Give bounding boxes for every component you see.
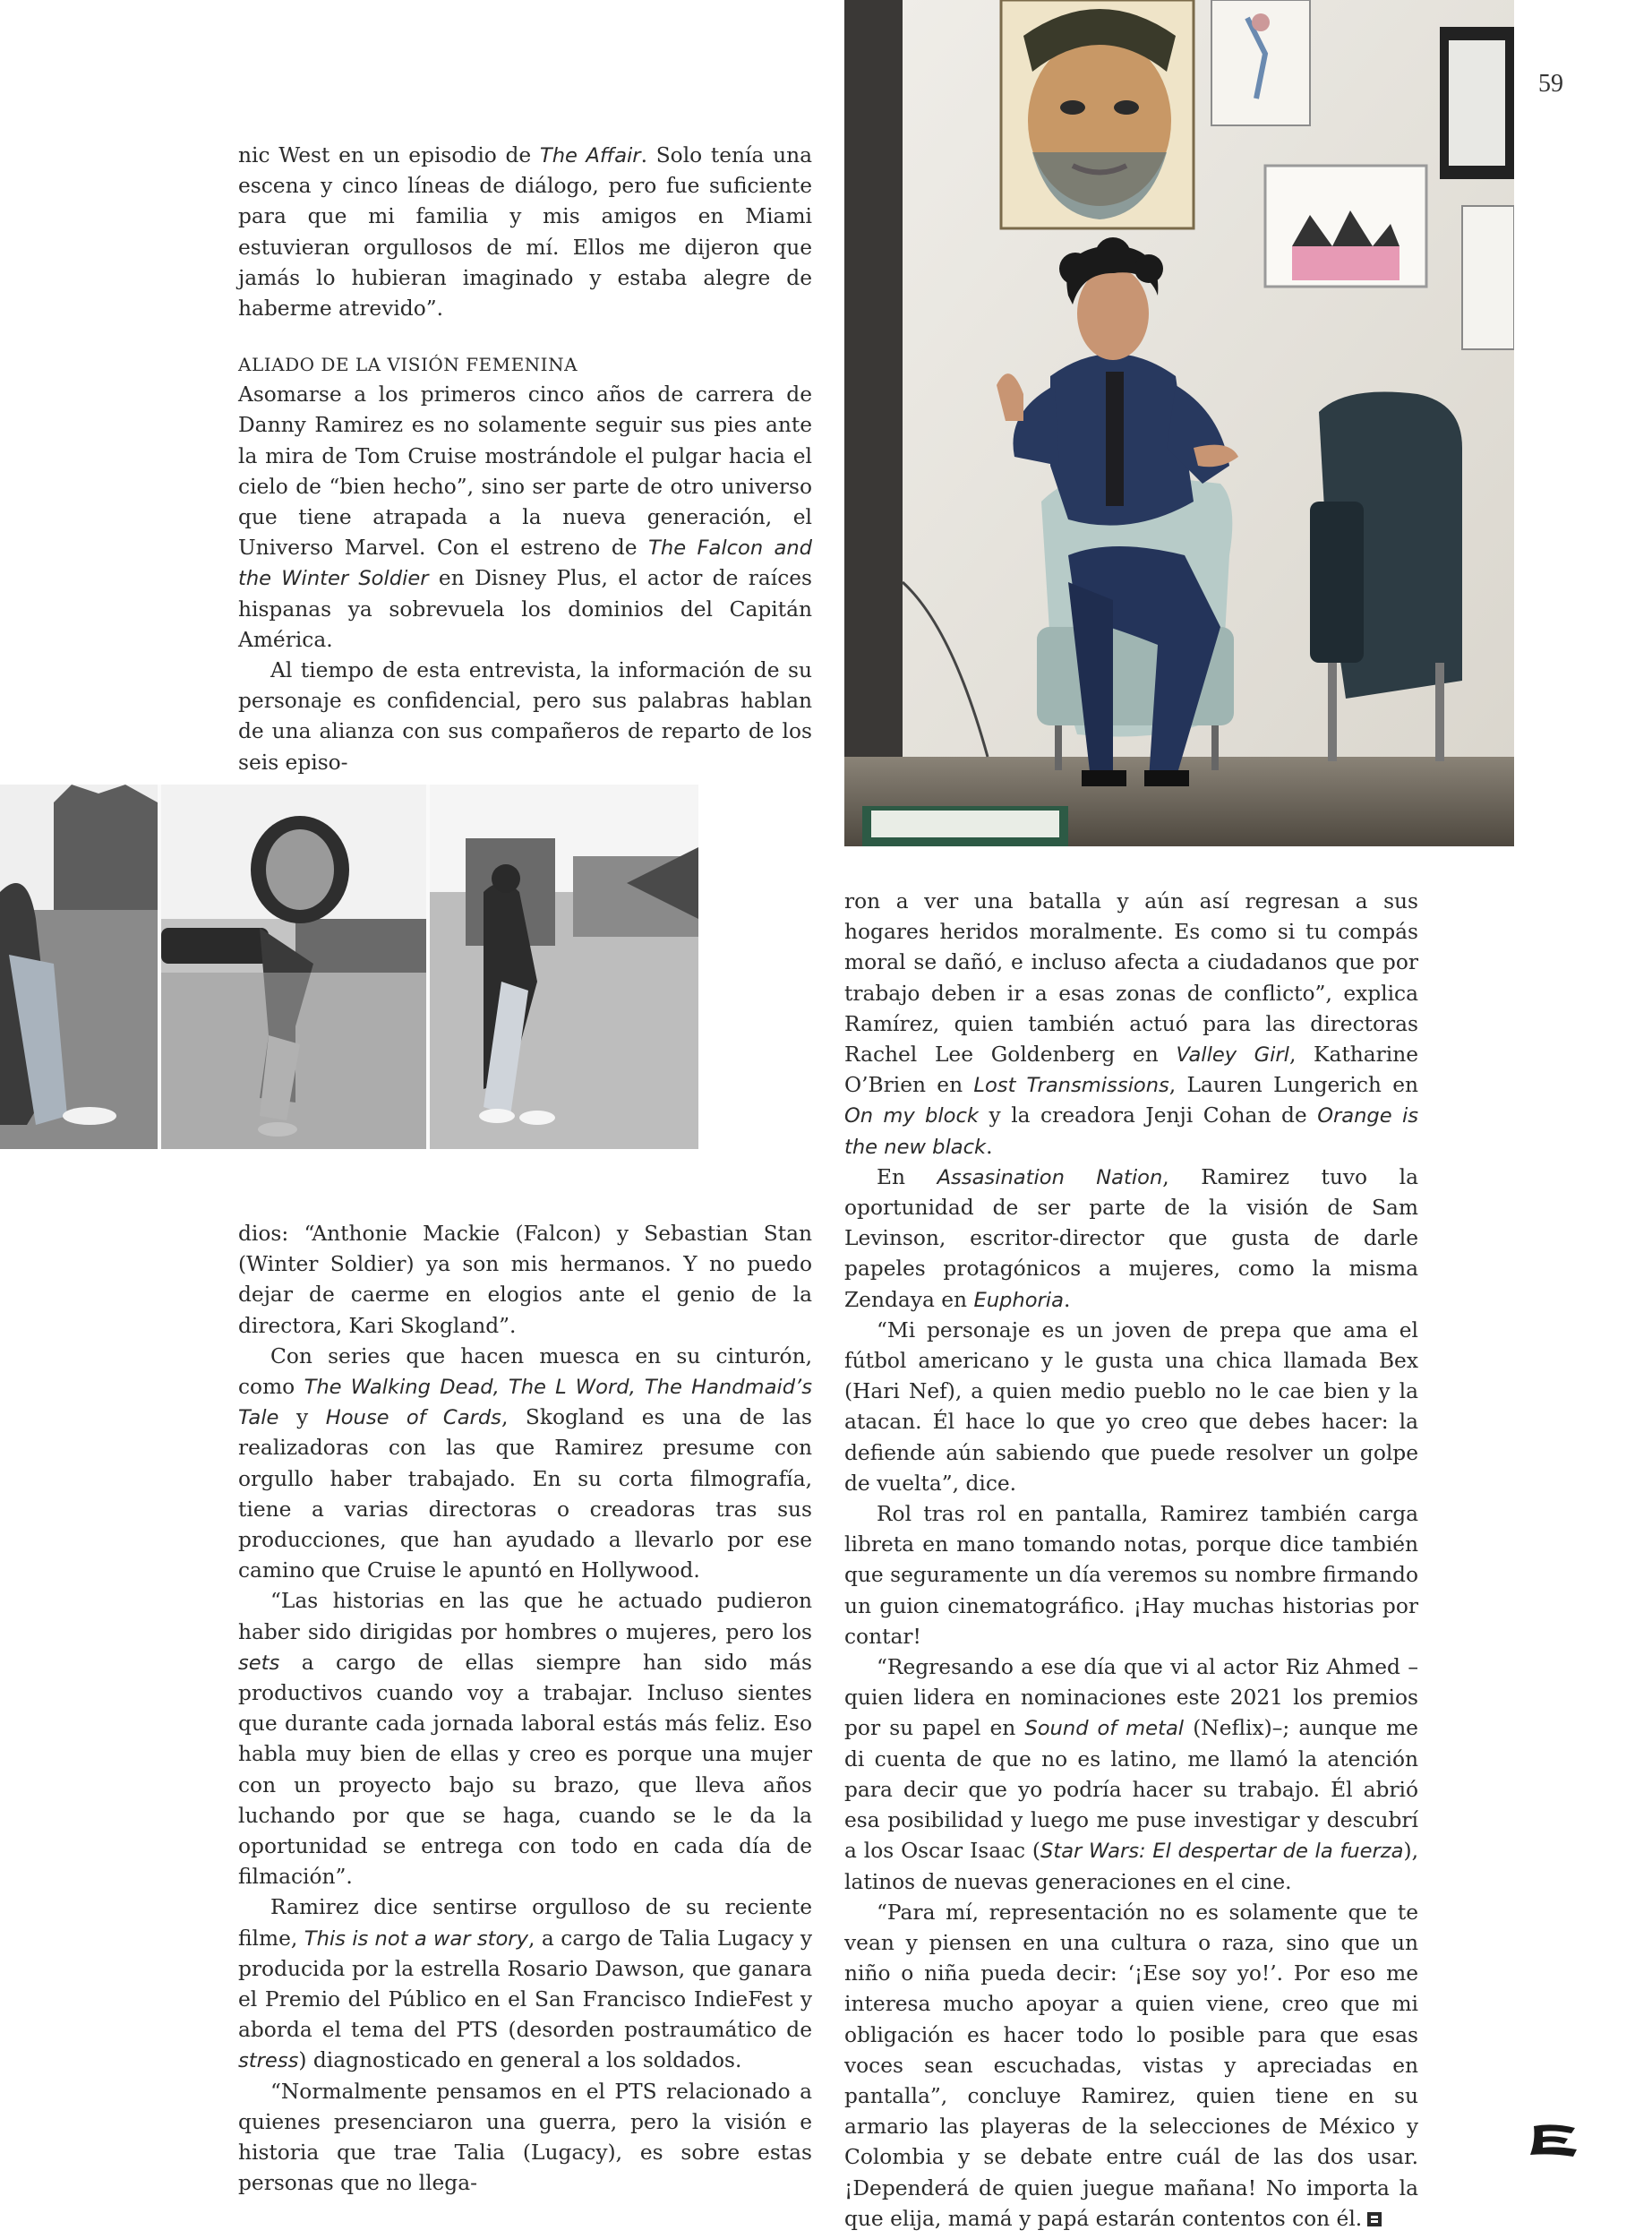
text: nic West en un episodio de [238,143,540,167]
end-of-article-icon [1367,2212,1382,2226]
paragraph [844,1162,1418,1316]
text: , a cargo de Talia Lugacy y producida por la estrella Rosario Dawson, que ganara el Premio del Público en el San Francisco IndieFest y aborda el tema del PTS (desorden postraumático de [238,1926,813,2043]
column-a [238,141,812,778]
portrait-photo [844,0,1514,846]
paragraph: Rol tras rol en pantalla, Ramirez también carga libreta en mano tomando notas, porque dice también que seguramente un día veremos su nombre firmando un guion cinematográfico. ¡Hay muchas historias por contar! [844,1502,1418,1649]
paragraph [844,1898,1418,2235]
title-emphasis: This is not a war story [304,1926,528,1951]
text: “Las historias en las que he actuado pudieron haber sido dirigidas por hombres o mujeres, pero los [238,1589,812,1644]
text: Ramirez dice sentirse orgulloso de su reciente filme, [238,1895,812,1951]
term-emphasis: sets [238,1651,280,1675]
photo-strip-illustration [0,785,698,1149]
text: , Katharine O’Brien en [844,1042,1418,1098]
title-emphasis: The Falcon and the Winter Soldier [238,536,813,591]
text: Con series que hacen muesca en su cinturón, como [238,1343,812,1400]
page-number: 59 [1538,70,1563,98]
text: (Neflix)–; aunque me di cuenta de que no es latino, me llamó la atención para decir que yo podría hacer su trabajo. Él abrió esa posibilidad y luego me puse investigar y descubrí a los Oscar Isaac ( [844,1716,1418,1864]
column-c [844,887,1418,2235]
text: en Disney Plus, el actor de raíces hispanas ya sobrevuela los dominios del Capitán América. [238,566,813,652]
text: , Skogland es una de las realizadoras con las que Ramirez presume con orgullo haber trabajado. En su corta filmografía, tiene a varias directoras o creadoras tras sus producciones, que han ayudado a llevarlo por ese camino que Cruise le apuntó en Hollywood. [238,1405,812,1583]
title-emphasis: The Walking Dead, The L Word, The Handmaid’s Tale [238,1376,812,1430]
text: y la creadora Jenji Cohan de [979,1103,1318,1128]
paragraph [238,380,812,656]
column-b [238,1219,812,2200]
text: a cargo de ellas siempre han sido más productivos cuando voy a trabajar. Incluso sientes que durante cada jornada laboral estás más feliz. Eso habla muy bien de ellas y creo es porque una mujer con un proyecto bajo su brazo, que lleva años luchando por que se haga, cuando se le da la oportunidad se entrega con todo en cada día de filmación”. [238,1650,812,1890]
paragraph: dios: “Anthonie Mackie (Falcon) y Sebastian Stan (Winter Soldier) ya son mis hermanos. Y no puedo dejar de caerme en elogios ante el genio de la directora, Kari Skogland”. [238,1222,812,1338]
text: . [1063,1287,1071,1312]
text: , Ramirez tuvo la oportunidad de ser parte de la visión de Sam Levinson, escritor-director que gusta de darle papeles protagónicos a mujeres, como la misma Zendaya en [844,1164,1418,1312]
title-emphasis: Valley Girl [1176,1043,1289,1068]
title-emphasis: On my block [844,1104,980,1128]
text: . [986,1134,993,1159]
text: En [877,1164,937,1189]
paragraph: “Mi personaje es un joven de prepa que ama el fútbol americano y le gusta una chica llamada Bex (Hari Nef), a quien medio pueblo no le cae bien y la atacan. Él hace lo que yo creo que debes hacer: la defiende aún sabiendo que puede resolver un golpe de vuelta”, dice. [844,1317,1418,1496]
text: ) diagnosticado en general a los soldados. [298,2048,742,2073]
text: “Regresando a ese día que vi al actor Riz Ahmed –quien lidera en nominaciones este 2021 los premios por su papel en [844,1655,1418,1741]
title-emphasis: Euphoria [973,1288,1064,1312]
title-emphasis: Assasination Nation [937,1165,1163,1189]
paragraph: Al tiempo de esta entrevista, la información de su personaje es confidencial, pero sus palabras hablan de una alianza con sus compañeros de reparto de los seis episo- [238,658,812,775]
title-emphasis: Star Wars: El despertar de la fuerza [1040,1840,1404,1864]
title-emphasis: Sound of metal [1024,1717,1185,1741]
paragraph [238,141,812,324]
title-emphasis: House of Cards [325,1406,501,1430]
section-heading: ALIADO DE LA VISIÓN FEMENINA [238,354,578,376]
paragraph [238,1586,812,1892]
text: ron a ver una batalla y aún así regresan a sus hogares heridos moralmente. Es como si tu compás moral se dañó, e incluso afecta a ciudadanos que por trabajo deben ir a esas zonas de conflicto”, explica Ramírez, quien también actuó para las directoras Rachel Lee Goldenberg en [844,889,1418,1068]
paragraph [238,1892,812,2076]
portrait-photo-illustration [844,0,1514,846]
text: “Para mí, representación no es solamente que te vean y piensen en una cultura o raza, sino que un niño o niña pueda decir: ‘¡Ese soy yo!’. Por eso me interesa mucho apoyar a quien viene, creo que mi obligación es hacer todo lo posible para que esas voces sean escuchadas, vistas y apreciadas en pantalla”, concluye Ramirez, quien tiene en su armario las playeras de la selecciones de México y Colombia y se debate entre cuál de las dos usar. ¡Dependerá de quien juegue mañana! No importa la que elija, mamá y papá estarán contentos con él. [844,1900,1418,2231]
text: y [278,1405,326,1430]
title-emphasis: The Affair [539,144,641,167]
paragraph [844,1652,1418,1898]
paragraph: “Normalmente pensamos en el PTS relacionado a quienes presenciaron una guerra, pero la visión e historia que trae Talia (Lugacy), es sobre estas personas que no llega- [238,2079,812,2196]
text: , Lauren Lungerich en [1168,1073,1418,1098]
photo-strip [0,785,698,1149]
magazine-logo-icon [1527,2123,1580,2158]
paragraph [238,1342,812,1587]
term-emphasis: stress [238,2049,299,2073]
title-emphasis: Lost Transmissions [973,1074,1169,1098]
title-emphasis: Orange is the new black [844,1104,1419,1159]
text: ), latinos de nuevas generaciones en el cine. [844,1839,1418,1894]
paragraph [844,887,1418,1162]
text: Asomarse a los primeros cinco años de carrera de Danny Ramirez es no solamente seguir sus pies ante la mira de Tom Cruise mostrándole el pulgar hacia el cielo de “bien hecho”, sino ser parte de otro universo que tiene atrapada a la nueva generación, el Universo Marvel. Con el estreno de [238,382,812,561]
text: . Solo tenía una escena y cinco líneas de diálogo, pero fue suficiente para que mi familia y mis amigos en Miami estuvieran orgullosos de mí. Ellos me dijeron que jamás lo hubieran imaginado y estaba alegre de haberme atrevido”. [238,143,812,322]
